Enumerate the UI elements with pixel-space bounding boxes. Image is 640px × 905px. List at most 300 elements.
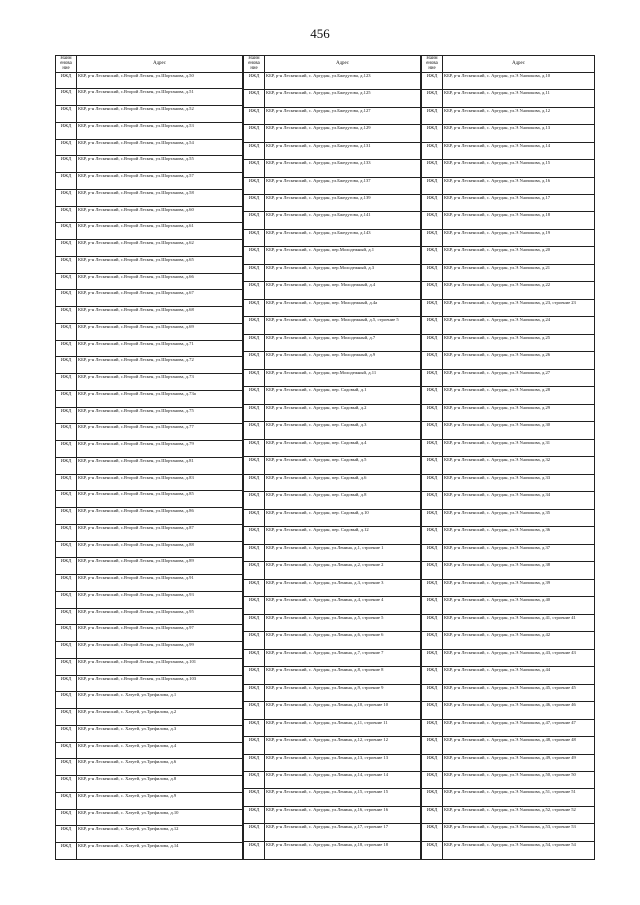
object-type-cell: ИЖД <box>244 387 265 404</box>
register-column-right <box>421 55 595 860</box>
address-cell: КБР, р-н Лескенский, с. Аргудан, ул.Э.Уначокова, д.19 <box>443 229 595 246</box>
object-type-cell: ИЖД <box>422 317 443 334</box>
address-cell: КБР, р-н Лескенский, с. Аргудан, ул.Э.Уначокова, д.12 <box>443 107 595 124</box>
table-row <box>422 177 595 194</box>
table-row <box>56 826 243 843</box>
table-row <box>244 90 421 107</box>
object-type-cell: ИЖД <box>56 173 77 190</box>
table-row <box>244 789 421 806</box>
table-row <box>56 591 243 608</box>
object-type-cell: ИЖД <box>422 649 443 666</box>
table-row <box>56 575 243 592</box>
table-row <box>422 229 595 246</box>
table-row <box>56 608 243 625</box>
table-row <box>56 206 243 223</box>
table-row <box>422 789 595 806</box>
address-cell: КБР, р-н Лескенский, с. Аргудан, ул.Ленина, д.4, строение 4 <box>265 597 421 614</box>
address-cell: КБР, р-н Лескенский, с. Аргудан, ул.Э.Уначокова, д.31 <box>443 439 595 456</box>
table-row <box>422 334 595 351</box>
object-type-cell: ИЖД <box>422 177 443 194</box>
address-cell: КБР, р-н Лескенский, с.Второй Лескен, ул.Шортанова, д.67 <box>77 290 243 307</box>
object-type-cell: ИЖД <box>422 107 443 124</box>
address-cell: КБР, р-н Лескенский, с. Аргудан, ул.Э.Уначокова, д.42 <box>443 632 595 649</box>
address-cell: КБР, р-н Лескенский, с. Аргудан, ул.Э.Уначокова, д.32 <box>443 457 595 474</box>
table-row <box>244 422 421 439</box>
object-type-cell: ИЖД <box>422 737 443 754</box>
object-type-cell: ИЖД <box>244 142 265 159</box>
table-row <box>244 824 421 841</box>
table-row <box>56 558 243 575</box>
address-cell: КБР, р-н Лескенский, с. Аргудан, ул.Э.Уначокова, д.43, строение 43 <box>443 649 595 666</box>
table-row <box>56 72 243 89</box>
object-type-cell: ИЖД <box>244 684 265 701</box>
address-cell: КБР, р-н Лескенский, с. Аргудан, пер. Молодежный, д.4 <box>265 282 421 299</box>
object-type-cell: ИЖД <box>422 719 443 736</box>
object-type-cell: ИЖД <box>244 195 265 212</box>
table-row <box>56 340 243 357</box>
address-cell: КБР, р-н Лескенский, с. Аргудан, ул.Э.Уначокова, д.14 <box>443 142 595 159</box>
address-cell: КБР, р-н Лескенский, с. Аргудан, ул.Ленина, д.2, строение 2 <box>265 562 421 579</box>
object-type-cell: ИЖД <box>422 509 443 526</box>
address-cell: КБР, р-н Лескенский, с. Аргудан, ул.Бжедугова, д.129 <box>265 125 421 142</box>
table-row <box>244 282 421 299</box>
object-type-cell: ИЖД <box>422 789 443 806</box>
address-cell: КБР, р-н Лескенский, с.Второй Лескен, ул.Шортанова, д.69 <box>77 323 243 340</box>
table-row <box>56 189 243 206</box>
address-cell: КБР, р-н Лескенский, с. Аргудан, пер. Садовый, д.1 <box>265 387 421 404</box>
table-row <box>244 72 421 89</box>
table-row <box>56 759 243 776</box>
table-row <box>244 562 421 579</box>
table-row <box>56 273 243 290</box>
address-cell: КБР, р-н Лескенский, с. Аргудан, пер. Садовый, д.5 <box>265 457 421 474</box>
object-type-cell: ИЖД <box>244 72 265 89</box>
object-type-cell: ИЖД <box>244 527 265 544</box>
table-row <box>422 597 595 614</box>
table-row <box>244 369 421 386</box>
address-cell: КБР, р-н Лескенский, с. Аргудан, ул.Э.Уначокова, д.37 <box>443 544 595 561</box>
object-type-cell: ИЖД <box>244 702 265 719</box>
table-row <box>56 642 243 659</box>
table-row <box>244 667 421 684</box>
object-type-cell: ИЖД <box>56 709 77 726</box>
address-cell: КБР, р-н Лескенский, с. Аргудан, ул.Бжедугова, д.127 <box>265 107 421 124</box>
address-cell: КБР, р-н Лескенский, с.Второй Лескен, ул.Шортанова, д.72 <box>77 357 243 374</box>
table-row <box>422 492 595 509</box>
table-row <box>422 614 595 631</box>
table-row <box>56 307 243 324</box>
address-cell: КБР, р-н Лескенский, с. Аргудан, ул.Э.Уначокова, д.54, строение 54 <box>443 841 595 859</box>
address-cell: КБР, р-н Лескенский, с. Аргудан, ул.Ленина, д.1, строение 1 <box>265 544 421 561</box>
table-row <box>422 771 595 788</box>
address-cell: КБР, р-н Лескенский, с. Аргудан, ул.Э.Уначокова, д.28 <box>443 387 595 404</box>
table-row <box>422 212 595 229</box>
object-type-cell: ИЖД <box>56 457 77 474</box>
address-cell: КБР, р-н Лескенский, с. Аргудан, ул.Э.Уначокова, д.39 <box>443 579 595 596</box>
address-cell: КБР, р-н Лескенский, с. Аргудан, ул.Э.Уначокова, д.33 <box>443 474 595 491</box>
table-row <box>422 474 595 491</box>
object-type-cell: ИЖД <box>244 509 265 526</box>
address-cell: КБР, р-н Лескенский, с.Второй Лескен, ул.Шортанова, д.51 <box>77 89 243 106</box>
table-row <box>56 122 243 139</box>
object-type-cell: ИЖД <box>56 474 77 491</box>
object-type-cell: ИЖД <box>56 558 77 575</box>
table-row <box>422 107 595 124</box>
table-row <box>244 509 421 526</box>
table-row <box>244 160 421 177</box>
table-row <box>422 702 595 719</box>
object-type-cell: ИЖД <box>244 719 265 736</box>
table-row <box>422 125 595 142</box>
object-type-cell: ИЖД <box>56 826 77 843</box>
table-row <box>56 792 243 809</box>
object-type-cell: ИЖД <box>56 323 77 340</box>
object-type-cell: ИЖД <box>56 625 77 642</box>
object-type-cell: ИЖД <box>56 491 77 508</box>
address-cell: КБР, р-н Лескенский, с. Аргудан, ул.Э.Уначокова, д.50, строение 50 <box>443 771 595 788</box>
address-cell: КБР, р-н Лескенский, с. Аргудан, ул.Бжедугова, д.125 <box>265 90 421 107</box>
object-type-cell: ИЖД <box>56 508 77 525</box>
address-cell: КБР, р-н Лескенский, с.Второй Лескен, ул.Шортанова, д.103 <box>77 675 243 692</box>
page-number: 456 <box>310 26 330 41</box>
address-cell: КБР, р-н Лескенский, с. Аргудан, ул.Ленина, д.15, строение 15 <box>265 789 421 806</box>
address-cell: КБР, р-н Лескенский, с.Второй Лескен, ул.Шортанова, д.83 <box>77 474 243 491</box>
address-cell: КБР, р-н Лескенский, с.Второй Лескен, ул.Шортанова, д.93 <box>77 591 243 608</box>
object-type-cell: ИЖД <box>56 658 77 675</box>
object-type-cell: ИЖД <box>56 591 77 608</box>
address-cell: КБР, р-н Лескенский, с.Второй Лескен, ул.Шортанова, д.75 <box>77 407 243 424</box>
table-row <box>422 824 595 841</box>
table-row <box>422 667 595 684</box>
object-type-cell: ИЖД <box>56 290 77 307</box>
table-row <box>422 404 595 421</box>
table-row <box>244 579 421 596</box>
address-cell: КБР, р-н Лескенский, с. Аргудан, пер. Садовый, д.4 <box>265 439 421 456</box>
address-cell: КБР, р-н Лескенский, с. Аргудан, пер. Молодежный, д.9 <box>265 352 421 369</box>
object-type-cell: ИЖД <box>244 212 265 229</box>
table-row <box>422 299 595 316</box>
object-type-cell: ИЖД <box>56 524 77 541</box>
object-type-cell: ИЖД <box>422 527 443 544</box>
object-type-cell: ИЖД <box>422 632 443 649</box>
object-type-cell: ИЖД <box>244 579 265 596</box>
object-type-cell: ИЖД <box>422 806 443 823</box>
address-cell: КБР, р-н Лескенский, с. Аргудан, ул.Ленина, д.10, строение 10 <box>265 702 421 719</box>
address-cell: КБР, р-н Лескенский, с.Второй Лескен, ул.Шортанова, д.62 <box>77 240 243 257</box>
table-row <box>56 776 243 793</box>
address-cell: КБР, р-н Лескенский, с. Аргудан, ул.Бжедугова, д.139 <box>265 195 421 212</box>
address-cell: КБР, р-н Лескенский, с. Аргудан, пер. Садовый, д.3 <box>265 422 421 439</box>
address-cell: КБР, р-н Лескенский, с. Аргудан, ул.Э.Уначокова, д.27 <box>443 369 595 386</box>
address-cell: КБР, р-н Лескенский, с.Второй Лескен, ул.Шортанова, д.54 <box>77 139 243 156</box>
table-row <box>56 725 243 742</box>
address-cell: КБР, р-н Лескенский, с. Аргудан, ул.Э.Уначокова, д.53, строение 53 <box>443 824 595 841</box>
object-type-cell: ИЖД <box>56 575 77 592</box>
object-type-cell: ИЖД <box>56 642 77 659</box>
address-cell: КБР, р-н Лескенский, с. Аргудан, ул.Э.Уначокова, д.46, строение 46 <box>443 702 595 719</box>
address-cell: КБР, р-н Лескенский, с. Аргудан, пер. Молодежный, д.5, строение 5 <box>265 317 421 334</box>
address-cell: КБР, р-н Лескенский, с. Аргудан, ул.Э.Уначокова, д.26 <box>443 352 595 369</box>
object-type-cell: ИЖД <box>244 771 265 788</box>
table-row <box>244 142 421 159</box>
table-row <box>56 709 243 726</box>
address-cell: КБР, р-н Лескенский, с.Второй Лескен, ул.Шортанова, д.68 <box>77 307 243 324</box>
table-row <box>56 742 243 759</box>
address-cell: КБР, р-н Лескенский, с. Аргудан, ул.Ленина, д.9, строение 9 <box>265 684 421 701</box>
object-type-cell: ИЖД <box>56 725 77 742</box>
address-cell: КБР, р-н Лескенский, с. Хатуей, ул.Трефилова, д.4 <box>77 742 243 759</box>
address-cell: КБР, р-н Лескенский, с.Второй Лескен, ул.Шортанова, д.79 <box>77 441 243 458</box>
table-row <box>422 806 595 823</box>
address-cell: КБР, р-н Лескенский, с. Аргудан, ул.Э.Уначокова, д.18 <box>443 212 595 229</box>
table-row <box>422 264 595 281</box>
address-cell: КБР, р-н Лескенский, с. Аргудан, ул.Э.Уначокова, д.38 <box>443 562 595 579</box>
object-type-cell: ИЖД <box>422 474 443 491</box>
table-row <box>244 299 421 316</box>
table-row <box>56 457 243 474</box>
object-type-cell: ИЖД <box>422 334 443 351</box>
header-row <box>422 56 595 73</box>
address-cell: КБР, р-н Лескенский, с.Второй Лескен, ул.Шортанова, д.61 <box>77 223 243 240</box>
object-type-cell: ИЖД <box>56 374 77 391</box>
address-cell: КБР, р-н Лескенский, с.Второй Лескен, ул.Шортанова, д.73 <box>77 374 243 391</box>
table-row <box>56 843 243 860</box>
table-row <box>422 195 595 212</box>
address-cell: КБР, р-н Лескенский, с. Аргудан, ул.Э.Уначокова, д.20 <box>443 247 595 264</box>
header-type: Наим енова ние <box>422 56 443 73</box>
address-cell: КБР, р-н Лескенский, с. Аргудан, ул.Бжедугова, д.143 <box>265 229 421 246</box>
object-type-cell: ИЖД <box>244 789 265 806</box>
address-cell: КБР, р-н Лескенский, с. Аргудан, ул.Э.Уначокова, д.11 <box>443 90 595 107</box>
object-type-cell: ИЖД <box>56 223 77 240</box>
address-cell: КБР, р-н Лескенский, с. Аргудан, ул.Э.Уначокова, д.15 <box>443 160 595 177</box>
table-row <box>244 439 421 456</box>
table-row <box>244 247 421 264</box>
address-cell: КБР, р-н Лескенский, с. Аргудан, ул.Ленина, д.3, строение 3 <box>265 579 421 596</box>
object-type-cell: ИЖД <box>244 439 265 456</box>
object-type-cell: ИЖД <box>56 122 77 139</box>
object-type-cell: ИЖД <box>422 684 443 701</box>
address-cell: КБР, р-н Лескенский, с. Хатуей, ул.Трефилова, д.12 <box>77 826 243 843</box>
table-row <box>244 177 421 194</box>
object-type-cell: ИЖД <box>422 72 443 89</box>
object-type-cell: ИЖД <box>244 282 265 299</box>
table-row <box>422 632 595 649</box>
object-type-cell: ИЖД <box>244 177 265 194</box>
object-type-cell: ИЖД <box>244 474 265 491</box>
object-type-cell: ИЖД <box>56 407 77 424</box>
object-type-cell: ИЖД <box>56 776 77 793</box>
table-row <box>422 737 595 754</box>
address-cell: КБР, р-н Лескенский, с. Аргудан, ул.Э.Уначокова, д.36 <box>443 527 595 544</box>
address-cell: КБР, р-н Лескенский, с. Аргудан, ул.Э.Уначокова, д.47, строение 47 <box>443 719 595 736</box>
object-type-cell: ИЖД <box>244 90 265 107</box>
table-row <box>244 737 421 754</box>
object-type-cell: ИЖД <box>56 759 77 776</box>
object-type-cell: ИЖД <box>422 614 443 631</box>
table-row <box>244 317 421 334</box>
address-cell: КБР, р-н Лескенский, с. Аргудан, пер. Садовый, д.10 <box>265 509 421 526</box>
object-type-cell: ИЖД <box>56 206 77 223</box>
table-row <box>422 579 595 596</box>
object-type-cell: ИЖД <box>56 675 77 692</box>
address-cell: КБР, р-н Лескенский, с. Аргудан, ул.Э.Уначокова, д.25 <box>443 334 595 351</box>
object-type-cell: ИЖД <box>422 702 443 719</box>
address-cell: КБР, р-н Лескенский, с.Второй Лескен, ул.Шортанова, д.60 <box>77 206 243 223</box>
object-type-cell: ИЖД <box>56 692 77 709</box>
address-cell: КБР, р-н Лескенский, с. Аргудан, ул.Э.Уначокова, д.49, строение 49 <box>443 754 595 771</box>
object-type-cell: ИЖД <box>422 352 443 369</box>
address-cell: КБР, р-н Лескенский, с. Аргудан, ул.Ленина, д.18, строение 18 <box>265 841 421 859</box>
address-cell: КБР, р-н Лескенский, с. Аргудан, ул.Ленина, д.13, строение 13 <box>265 754 421 771</box>
address-cell: КБР, р-н Лескенский, с. Аргудан, ул.Э.Уначокова, д.30 <box>443 422 595 439</box>
table-row <box>56 524 243 541</box>
address-cell: КБР, р-н Лескенский, с. Аргудан, ул.Э.Уначокова, д.35 <box>443 509 595 526</box>
address-cell: КБР, р-н Лескенский, с. Аргудан, ул.Э.Уначокова, д.13 <box>443 125 595 142</box>
address-cell: КБР, р-н Лескенский, с. Аргудан, пер.Молодежный, д.1 <box>265 247 421 264</box>
object-type-cell: ИЖД <box>244 754 265 771</box>
table-row <box>244 649 421 666</box>
address-cell: КБР, р-н Лескенский, с.Второй Лескен, ул.Шортанова, д.91 <box>77 575 243 592</box>
object-type-cell: ИЖД <box>56 72 77 89</box>
table-row <box>56 89 243 106</box>
address-cell: КБР, р-н Лескенский, с.Второй Лескен, ул.Шортанова, д.58 <box>77 189 243 206</box>
object-type-cell: ИЖД <box>422 90 443 107</box>
table-row <box>244 404 421 421</box>
address-cell: КБР, р-н Лескенский, с.Второй Лескен, ул.Шортанова, д.50 <box>77 72 243 89</box>
object-type-cell: ИЖД <box>56 340 77 357</box>
object-type-cell: ИЖД <box>422 229 443 246</box>
address-cell: КБР, р-н Лескенский, с. Аргудан, ул.Бжедугова, д.123 <box>265 72 421 89</box>
table-row <box>56 106 243 123</box>
address-cell: КБР, р-н Лескенский, с. Хатуей, ул.Трефилова, д.8 <box>77 776 243 793</box>
object-type-cell: ИЖД <box>56 608 77 625</box>
address-cell: КБР, р-н Лескенский, с. Аргудан, ул.Ленина, д.5, строение 5 <box>265 614 421 631</box>
address-cell: КБР, р-н Лескенский, с.Второй Лескен, ул.Шортанова, д.81 <box>77 457 243 474</box>
table-row <box>244 229 421 246</box>
object-type-cell: ИЖД <box>422 492 443 509</box>
address-cell: КБР, р-н Лескенский, с.Второй Лескен, ул.Шортанова, д.86 <box>77 508 243 525</box>
table-row <box>244 264 421 281</box>
table-row <box>56 809 243 826</box>
address-cell: КБР, р-н Лескенский, с.Второй Лескен, ул.Шортанова, д.53 <box>77 122 243 139</box>
object-type-cell: ИЖД <box>244 597 265 614</box>
object-type-cell: ИЖД <box>244 737 265 754</box>
table-row <box>244 806 421 823</box>
table-row <box>244 702 421 719</box>
address-cell: КБР, р-н Лескенский, с.Второй Лескен, ул.Шортанова, д.85 <box>77 491 243 508</box>
table-row <box>422 754 595 771</box>
address-cell: КБР, р-н Лескенский, с. Аргудан, ул.Э.Уначокова, д.21 <box>443 264 595 281</box>
address-cell: КБР, р-н Лескенский, с. Аргудан, ул.Ленина, д.12, строение 12 <box>265 737 421 754</box>
table-row <box>422 649 595 666</box>
object-type-cell: ИЖД <box>422 247 443 264</box>
table-row <box>244 771 421 788</box>
register-column-middle <box>243 55 421 860</box>
object-type-cell: ИЖД <box>422 597 443 614</box>
address-cell: КБР, р-н Лескенский, с. Аргудан, ул.Э.Уначокова, д.40 <box>443 597 595 614</box>
table-row <box>56 256 243 273</box>
table-row <box>244 754 421 771</box>
table-row <box>422 247 595 264</box>
object-type-cell: ИЖД <box>244 352 265 369</box>
table-row <box>56 508 243 525</box>
address-cell: КБР, р-н Лескенский, с. Аргудан, ул.Э.Уначокова, д.52, строение 52 <box>443 806 595 823</box>
object-type-cell: ИЖД <box>244 824 265 841</box>
address-cell: КБР, р-н Лескенский, с. Хатуей, ул.Трефилова, д.2 <box>77 709 243 726</box>
object-type-cell: ИЖД <box>56 156 77 173</box>
address-cell: КБР, р-н Лескенский, с. Аргудан, ул.Ленина, д.14, строение 14 <box>265 771 421 788</box>
object-type-cell: ИЖД <box>56 240 77 257</box>
object-type-cell: ИЖД <box>244 334 265 351</box>
table-row <box>56 223 243 240</box>
address-cell: КБР, р-н Лескенский, с.Второй Лескен, ул.Шортанова, д.57 <box>77 173 243 190</box>
address-cell: КБР, р-н Лескенский, с. Аргудан, ул.Бжедугова, д.131 <box>265 142 421 159</box>
table-row <box>56 357 243 374</box>
table-row <box>422 544 595 561</box>
address-cell: КБР, р-н Лескенский, с. Аргудан, ул.Бжедугова, д.137 <box>265 177 421 194</box>
object-type-cell: ИЖД <box>244 125 265 142</box>
address-cell: КБР, р-н Лескенский, с. Аргудан, ул.Ленина, д.17, строение 17 <box>265 824 421 841</box>
address-cell: КБР, р-н Лескенский, с.Второй Лескен, ул.Шортанова, д.89 <box>77 558 243 575</box>
table-row <box>56 240 243 257</box>
address-cell: КБР, р-н Лескенский, с. Хатуей, ул.Трефилова, д.1 <box>77 692 243 709</box>
address-cell: КБР, р-н Лескенский, с. Аргудан, ул.Э.Уначокова, д.48, строение 48 <box>443 737 595 754</box>
address-cell: КБР, р-н Лескенский, с. Аргудан, ул.Ленина, д.16, строение 16 <box>265 806 421 823</box>
object-type-cell: ИЖД <box>422 544 443 561</box>
object-type-cell: ИЖД <box>422 404 443 421</box>
header-type: Наим енова ние <box>56 56 77 73</box>
table-row <box>422 282 595 299</box>
address-cell: КБР, р-н Лескенский, с. Аргудан, пер.Молодежный, д.11 <box>265 369 421 386</box>
address-cell: КБР, р-н Лескенский, с. Хатуей, ул.Трефилова, д.3 <box>77 725 243 742</box>
table-row <box>244 352 421 369</box>
table-row <box>56 374 243 391</box>
object-type-cell: ИЖД <box>422 212 443 229</box>
address-register <box>55 55 595 860</box>
object-type-cell: ИЖД <box>56 273 77 290</box>
object-type-cell: ИЖД <box>422 771 443 788</box>
object-type-cell: ИЖД <box>56 357 77 374</box>
address-cell: КБР, р-н Лескенский, с. Аргудан, ул.Э.Уначокова, д.29 <box>443 404 595 421</box>
address-cell: КБР, р-н Лескенский, с.Второй Лескен, ул.Шортанова, д.55 <box>77 156 243 173</box>
object-type-cell: ИЖД <box>422 142 443 159</box>
table-row <box>422 684 595 701</box>
table-row <box>244 841 421 859</box>
object-type-cell: ИЖД <box>56 139 77 156</box>
object-type-cell: ИЖД <box>244 806 265 823</box>
object-type-cell: ИЖД <box>56 843 77 860</box>
object-type-cell: ИЖД <box>422 667 443 684</box>
object-type-cell: ИЖД <box>56 541 77 558</box>
address-cell: КБР, р-н Лескенский, с.Второй Лескен, ул.Шортанова, д.77 <box>77 424 243 441</box>
object-type-cell: ИЖД <box>244 422 265 439</box>
table-row <box>56 474 243 491</box>
address-cell: КБР, р-н Лескенский, с. Аргудан, пер. Молодежный, д.4а <box>265 299 421 316</box>
object-type-cell: ИЖД <box>56 307 77 324</box>
table-row <box>56 390 243 407</box>
register-column-left <box>55 55 243 860</box>
object-type-cell: ИЖД <box>244 160 265 177</box>
header-address: Адрес <box>443 56 595 73</box>
address-cell: КБР, р-н Лескенский, с. Аргудан, пер. Садовый, д.6 <box>265 474 421 491</box>
table-row <box>422 457 595 474</box>
address-cell: КБР, р-н Лескенский, с. Аргудан, пер. Молодежный, д.7 <box>265 334 421 351</box>
table-row <box>56 692 243 709</box>
object-type-cell: ИЖД <box>244 107 265 124</box>
table-row <box>56 541 243 558</box>
object-type-cell: ИЖД <box>56 256 77 273</box>
